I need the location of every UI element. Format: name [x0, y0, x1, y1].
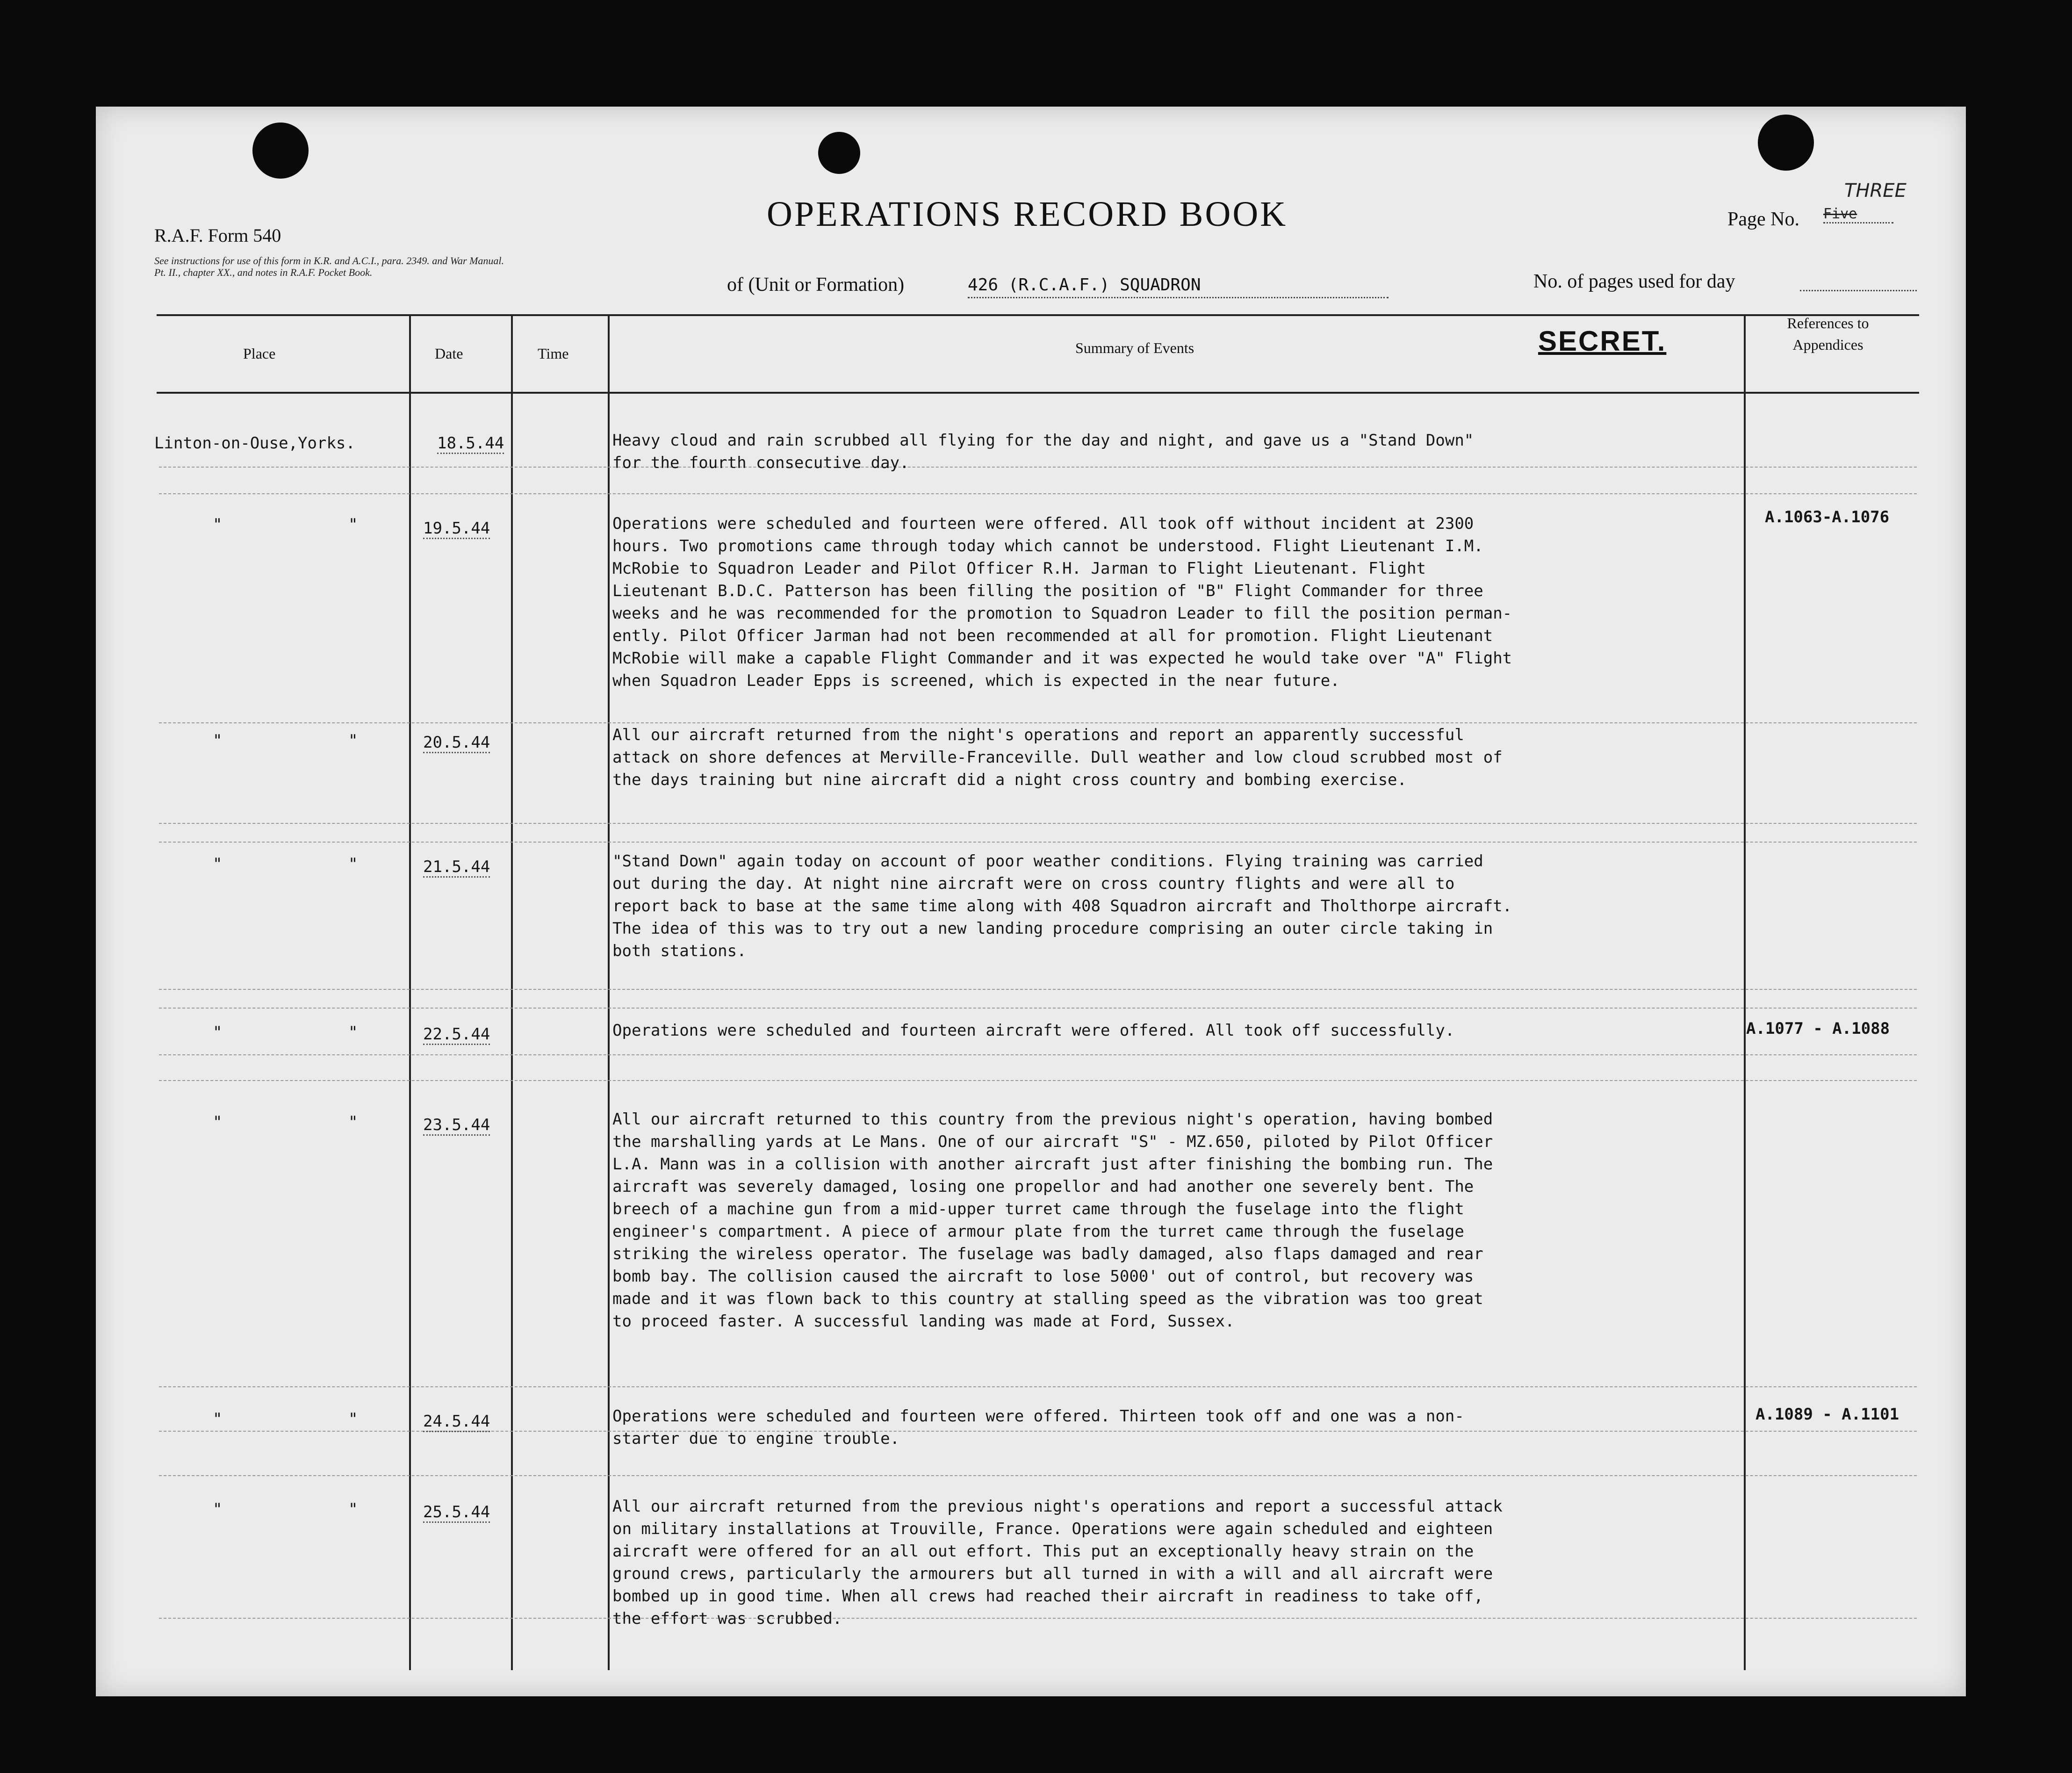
entry-summary: "Stand Down" again today on account of poor weather conditions. Flying training was carried out during the day. At night nine aircraft were on cross country flights and were all to report back to base at the same time along with 408 Squadron aircraft and Tholthorpe aircraft. The idea of this was to try out a new landing procedure comprising an outer circle taking in both stations. [612, 852, 1512, 960]
entry-summary: All our aircraft returned from the night's operations and report an apparently successful attack on shore defences at Merville-Franceville. Dull weather and low cloud scrubbed most of the days training but nine aircraft did a night cross country and bombing exercise. [612, 726, 1503, 789]
punch-hole-middle [818, 132, 860, 174]
entry-date: 22.5.44 [423, 1025, 490, 1045]
place-ditto-mark: " [348, 1113, 358, 1132]
ruled-line [159, 823, 1917, 824]
entry-summary: Operations were scheduled and fourteen were offered. Thirteen took off and one was a non- starter due to engine trouble. [612, 1407, 1464, 1448]
entry-date: 20.5.44 [423, 733, 490, 753]
col-divider-date [511, 314, 513, 1670]
column-header-time: Time [538, 345, 569, 362]
entry-place: Linton-on-Ouse,Yorks. [154, 434, 355, 453]
ruled-line [159, 1475, 1917, 1476]
column-header-summary: Summary of Events [1075, 339, 1194, 356]
place-ditto-mark: " [213, 1113, 223, 1132]
unit-value: 426 (R.C.A.F.) SQUADRON [968, 274, 1389, 298]
entry-date: 19.5.44 [423, 519, 490, 539]
page-number-struck: Five [1823, 206, 1893, 223]
table-top-rule [157, 314, 1919, 316]
place-ditto-mark: " [213, 855, 223, 873]
place-ditto-mark: " [213, 1500, 223, 1519]
page-number-label: Page No. [1727, 209, 1799, 230]
entry-date: 18.5.44 [437, 434, 504, 454]
entry-summary: Heavy cloud and rain scrubbed all flying for the day and night, and gave us a "Stand Down" for the fourth consecutive day. [612, 431, 1474, 472]
entry-date: 24.5.44 [423, 1412, 490, 1432]
table-header-rule [157, 392, 1919, 394]
secret-stamp: SECRET. [1538, 325, 1667, 357]
place-ditto-mark: " [348, 515, 358, 534]
document-title: OPERATIONS RECORD BOOK [767, 195, 1288, 234]
form-instructions: See instructions for use of this form in K.R. and A.C.I., para. 2349. and War Manual. Pt. II., chapter XX., and notes in R.A.F. Pocket Book. [154, 255, 504, 278]
place-ditto-mark: " [348, 1500, 358, 1519]
entry-summary: Operations were scheduled and fourteen were offered. All took off without incident at 2300 hours. Two promotions came through today which cannot be understood. Flight Lieutenant I.M. McRobie to Squadron Leader and Pilot Officer R.H. Jarman to Flight Lieutenant. Flight Lieutenant B.D.C. Patterson has been filling the position of "B" Flight Commander for three weeks and he was recommended for the promotion to Squadron Leader to fill the position perman- ently. Pilot Officer Jarman had not been recommended at all for promotion. Flight Lieutenant McRobie will make a capable Flight Commander and it was expected he would take over "A" Flight when Squadron Leader Epps is screened, which is expected in the near future. [612, 514, 1512, 690]
ruled-line [159, 989, 1917, 990]
column-header-place: Place [243, 345, 276, 362]
place-ditto-mark: " [348, 855, 358, 873]
place-ditto-mark: " [213, 731, 223, 750]
ruled-line [159, 1008, 1917, 1009]
col-divider-place [409, 314, 411, 1670]
entry-summary: All our aircraft returned to this country from the previous night's operation, having bombed the marshalling yards at Le Mans. One of our aircraft "S" - MZ.650, piloted by Pilot Officer L.A. Mann was in a collision with another aircraft just after finishing the bombing run. The aircraft was severely damaged, losing one propellor and had another one severely bent. The breech of a machine gun from a mid-upper turret came through the fuselage into the flight engineer's compartment. A piece of armour plate from the turret came through the fuselage striking the wireless operator. The fuselage was badly damaged, also flaps damaged and rear bomb bay. The collision caused the aircraft to lose 5000' out of control, but recovery was made and it was flown back to this country at stalling speed as the vibration was too great to proceed faster. A successful landing was made at Ford, Sussex. [612, 1110, 1493, 1331]
ruled-line [159, 842, 1917, 843]
entry-summary: Operations were scheduled and fourteen aircraft were offered. All took off successfully. [612, 1021, 1455, 1040]
ruled-line [159, 1054, 1917, 1055]
place-ditto-mark: " [213, 1023, 223, 1042]
column-header-references: References to Appendices [1787, 315, 1869, 353]
col-divider-time [608, 314, 610, 1670]
place-ditto-mark: " [348, 1023, 358, 1042]
form-number: R.A.F. Form 540 [154, 225, 281, 246]
ruled-line [159, 722, 1917, 723]
entry-date: 21.5.44 [423, 858, 490, 878]
page-number-handwritten: THREE [1844, 180, 1907, 202]
punch-hole-left [252, 123, 309, 179]
entry-date: 23.5.44 [423, 1116, 490, 1136]
appendix-reference: A.1077 - A.1088 [1746, 1019, 1890, 1038]
ruled-line [159, 1386, 1917, 1387]
appendix-reference: A.1063-A.1076 [1765, 508, 1890, 526]
pages-used-label: No. of pages used for day [1533, 271, 1735, 292]
ruled-line [159, 493, 1917, 494]
pages-used-blank [1800, 290, 1917, 291]
column-header-date: Date [435, 345, 463, 362]
appendix-reference: A.1089 - A.1101 [1755, 1405, 1899, 1424]
entry-summary: All our aircraft returned from the previous night's operations and report a successful attack on military installations at Trouville, France. Operations were again scheduled and eighteen aircraft were offered for an all out effort. This put an exceptionally heavy strain on the ground crews, particularly the armourers but all turned in with a will and all aircraft were bombed up in good time. When all crews had reached their aircraft in readiness to take off, the effort was scrubbed. [612, 1497, 1503, 1628]
entry-date: 25.5.44 [423, 1503, 490, 1523]
place-ditto-mark: " [213, 1410, 223, 1428]
unit-label: of (Unit or Formation) [727, 274, 905, 296]
place-ditto-mark: " [348, 1410, 358, 1428]
place-ditto-mark: " [213, 515, 223, 534]
ruled-line [159, 1080, 1917, 1081]
punch-hole-right [1758, 115, 1814, 171]
place-ditto-mark: " [348, 731, 358, 750]
